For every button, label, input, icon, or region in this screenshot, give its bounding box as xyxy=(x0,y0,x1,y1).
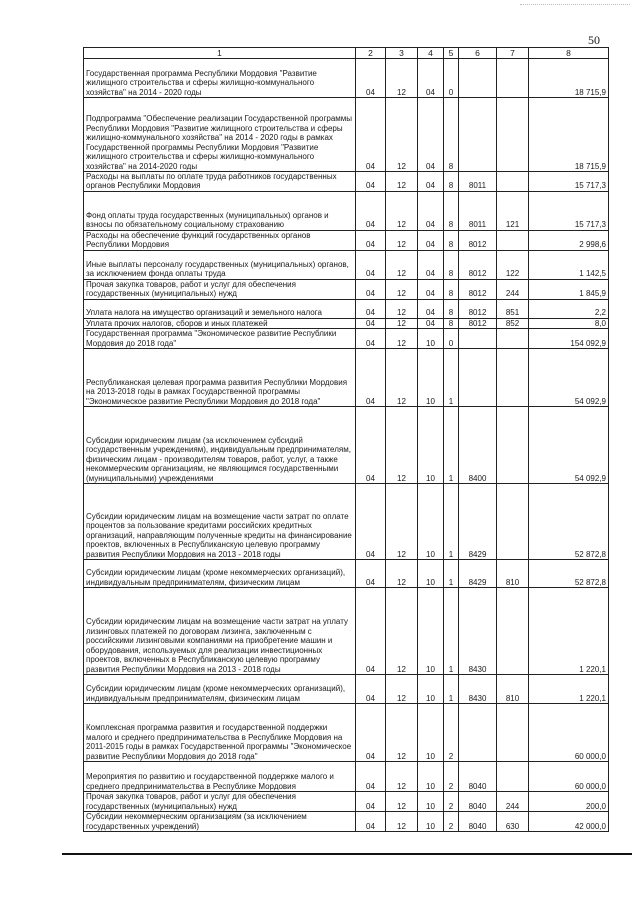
row-name-cell: Подпрограмма "Обеспечение реализации Государственной программы Республики Мордовия "Развитие жилищного строительства и сферы жилищно-коммунального хозяйства" на 2014 - 2020 годы в рамках Государственной программы Республики Мордовия "Развитие жилищного строительства и сферы жилищно-коммунального хозяйства" на 2014-2020 годы xyxy=(84,98,356,172)
subsection-code-cell: 12 xyxy=(386,762,418,792)
subsection-code-cell: 12 xyxy=(386,560,418,588)
expense-type-cell xyxy=(497,762,529,792)
table-row xyxy=(84,349,609,407)
item-code-cell: 8040 xyxy=(459,762,497,792)
table-row xyxy=(84,250,609,279)
section-code-cell: 04 xyxy=(356,588,386,675)
program-code-cell: 04 xyxy=(418,250,444,279)
item-code-cell xyxy=(459,349,497,407)
program-code-cell: 10 xyxy=(418,792,444,812)
amount-cell: 200,0 xyxy=(529,792,609,812)
subprogram-code-cell: 1 xyxy=(444,588,459,675)
row-name-cell: Расходы на обеспечение функций государственных органов Республики Мордовия xyxy=(84,230,356,250)
amount-cell: 1 220,1 xyxy=(529,588,609,675)
subprogram-code-cell: 2 xyxy=(444,792,459,812)
program-code-cell: 10 xyxy=(418,675,444,704)
section-code-cell: 04 xyxy=(356,59,386,98)
section-code-cell: 04 xyxy=(356,279,386,299)
subsection-code-cell: 12 xyxy=(386,349,418,407)
subsection-code-cell: 12 xyxy=(386,704,418,762)
subsection-code-cell: 12 xyxy=(386,250,418,279)
section-code-cell: 04 xyxy=(356,407,386,484)
column-header: 7 xyxy=(497,48,529,59)
section-code-cell: 04 xyxy=(356,704,386,762)
subprogram-code-cell: 2 xyxy=(444,704,459,762)
table-row xyxy=(84,59,609,98)
row-name-cell: Субсидии юридическим лицам (за исключением субсидий государственным учреждениям), индивидуальным предпринимателям, физическим лицам - производителям товаров, работ, услуг, а также некоммерческим организациям, не являющимся государственными (муниципальными) учреждениями xyxy=(84,407,356,484)
amount-cell: 2,2 xyxy=(529,299,609,318)
expense-type-cell xyxy=(497,484,529,560)
subsection-code-cell: 12 xyxy=(386,230,418,250)
expense-type-cell: 121 xyxy=(497,191,529,230)
row-name-cell: Государственная программа "Экономическое развитие Республики Мордовия до 2018 года" xyxy=(84,329,356,349)
subprogram-code-cell: 8 xyxy=(444,191,459,230)
amount-cell: 42 000,0 xyxy=(529,811,609,831)
row-name-cell: Субсидии юридическим лицам на возмещение части затрат по оплате процентов за пользование кредитами российских кредитных организаций, направляющим полученные кредиты на финансирование проектов, включенных в Республиканскую целевую программу развития Республики Мордовия на 2013 - 2018 годы xyxy=(84,484,356,560)
row-name-cell: Комплексная программа развития и государственной поддержки малого и среднего предпринимательства в Республике Мордовия на 2011-2015 годы в рамках Государственной программы "Экономическое развитие Республики Мордовия до 2018 года" xyxy=(84,704,356,762)
table-row xyxy=(84,762,609,792)
row-name-cell: Прочая закупка товаров, работ и услуг для обеспечения государственных (муниципальных) нужд xyxy=(84,792,356,812)
program-code-cell: 04 xyxy=(418,172,444,192)
program-code-cell: 04 xyxy=(418,59,444,98)
expense-type-cell: 851 xyxy=(497,299,529,318)
column-header: 4 xyxy=(418,48,444,59)
subprogram-code-cell: 1 xyxy=(444,675,459,704)
row-name-cell: Уплата прочих налогов, сборов и иных платежей xyxy=(84,318,356,328)
subprogram-code-cell: 8 xyxy=(444,98,459,172)
table-row xyxy=(84,484,609,560)
program-code-cell: 10 xyxy=(418,329,444,349)
amount-cell: 60 000,0 xyxy=(529,762,609,792)
expense-type-cell: 810 xyxy=(497,560,529,588)
subprogram-code-cell: 1 xyxy=(444,560,459,588)
item-code-cell: 8012 xyxy=(459,318,497,328)
amount-cell: 18 715,9 xyxy=(529,59,609,98)
section-code-cell: 04 xyxy=(356,560,386,588)
program-code-cell: 10 xyxy=(418,560,444,588)
subsection-code-cell: 12 xyxy=(386,588,418,675)
row-name-cell: Субсидии юридическим лицам (кроме некоммерческих организаций), индивидуальным предпринимателям, физическим лицам xyxy=(84,560,356,588)
subprogram-code-cell: 8 xyxy=(444,279,459,299)
table-row xyxy=(84,299,609,318)
table-row xyxy=(84,279,609,299)
program-code-cell: 10 xyxy=(418,811,444,831)
item-code-cell: 8012 xyxy=(459,279,497,299)
row-name-cell: Расходы на выплаты по оплате труда работников государственных органов Республики Мордовия xyxy=(84,172,356,192)
expense-type-cell xyxy=(497,704,529,762)
subprogram-code-cell: 8 xyxy=(444,230,459,250)
table-header-row xyxy=(84,48,609,59)
item-code-cell: 8011 xyxy=(459,191,497,230)
subprogram-code-cell: 8 xyxy=(444,318,459,328)
table-row xyxy=(84,191,609,230)
section-code-cell: 04 xyxy=(356,318,386,328)
table-row xyxy=(84,318,609,328)
section-code-cell: 04 xyxy=(356,250,386,279)
item-code-cell xyxy=(459,704,497,762)
subsection-code-cell: 12 xyxy=(386,484,418,560)
row-name-cell: Республиканская целевая программа развития Республики Мордовия на 2013-2018 годы в рамках Государственной программы "Экономическое развитие Республики Мордовия до 2018 года" xyxy=(84,349,356,407)
section-code-cell: 04 xyxy=(356,762,386,792)
column-header: 3 xyxy=(386,48,418,59)
expense-type-cell xyxy=(497,98,529,172)
subsection-code-cell: 12 xyxy=(386,407,418,484)
subsection-code-cell: 12 xyxy=(386,299,418,318)
amount-cell: 18 715,9 xyxy=(529,98,609,172)
item-code-cell xyxy=(459,59,497,98)
amount-cell: 60 000,0 xyxy=(529,704,609,762)
table-row xyxy=(84,811,609,831)
program-code-cell: 10 xyxy=(418,349,444,407)
program-code-cell: 10 xyxy=(418,704,444,762)
subprogram-code-cell: 1 xyxy=(444,407,459,484)
program-code-cell: 10 xyxy=(418,407,444,484)
amount-cell: 54 092,9 xyxy=(529,349,609,407)
row-name-cell: Государственная программа Республики Мордовия "Развитие жилищного строительства и сферы жилищно-коммунального хозяйства" на 2014 - 2020 годы xyxy=(84,59,356,98)
section-code-cell: 04 xyxy=(356,792,386,812)
column-header: 6 xyxy=(459,48,497,59)
table-row xyxy=(84,588,609,675)
program-code-cell: 10 xyxy=(418,588,444,675)
section-code-cell: 04 xyxy=(356,98,386,172)
column-header: 1 xyxy=(84,48,356,59)
amount-cell: 52 872,8 xyxy=(529,560,609,588)
expense-type-cell xyxy=(497,588,529,675)
amount-cell: 1 142,5 xyxy=(529,250,609,279)
expense-type-cell xyxy=(497,329,529,349)
item-code-cell: 8400 xyxy=(459,407,497,484)
column-header: 2 xyxy=(356,48,386,59)
row-name-cell: Субсидии юридическим лицам (кроме некоммерческих организаций), индивидуальным предпринимателям, физическим лицам xyxy=(84,675,356,704)
subsection-code-cell: 12 xyxy=(386,279,418,299)
item-code-cell: 8429 xyxy=(459,484,497,560)
expense-type-cell: 122 xyxy=(497,250,529,279)
expense-type-cell: 810 xyxy=(497,675,529,704)
row-name-cell: Прочая закупка товаров, работ и услуг для обеспечения государственных (муниципальных) нужд xyxy=(84,279,356,299)
subprogram-code-cell: 2 xyxy=(444,762,459,792)
row-name-cell: Иные выплаты персоналу государственных (муниципальных) органов, за исключением фонда оплаты труда xyxy=(84,250,356,279)
subsection-code-cell: 12 xyxy=(386,318,418,328)
program-code-cell: 04 xyxy=(418,299,444,318)
expense-type-cell xyxy=(497,59,529,98)
section-code-cell: 04 xyxy=(356,675,386,704)
row-name-cell: Уплата налога на имущество организаций и земельного налога xyxy=(84,299,356,318)
subsection-code-cell: 12 xyxy=(386,191,418,230)
item-code-cell: 8040 xyxy=(459,811,497,831)
expense-type-cell xyxy=(497,349,529,407)
row-name-cell: Мероприятия по развитию и государственной поддержке малого и среднего предпринимательства в Республике Мордовия xyxy=(84,762,356,792)
subprogram-code-cell: 1 xyxy=(444,484,459,560)
subprogram-code-cell: 8 xyxy=(444,299,459,318)
subprogram-code-cell: 0 xyxy=(444,329,459,349)
expense-type-cell: 244 xyxy=(497,792,529,812)
item-code-cell: 8011 xyxy=(459,172,497,192)
amount-cell: 15 717,3 xyxy=(529,191,609,230)
subprogram-code-cell: 8 xyxy=(444,172,459,192)
row-name-cell: Субсидии юридическим лицам на возмещение части затрат на уплату лизинговых платежей по договорам лизинга, заключенным с российскими лизинговыми компаниями на приобретение машин и оборудования, используемых для реализации инвестиционных проектов, включенных в Республиканскую целевую программу развития Республики Мордовия на 2013 - 2018 годы xyxy=(84,588,356,675)
section-code-cell: 04 xyxy=(356,299,386,318)
subprogram-code-cell: 0 xyxy=(444,59,459,98)
section-code-cell: 04 xyxy=(356,349,386,407)
scan-artifact xyxy=(520,4,630,6)
program-code-cell: 10 xyxy=(418,484,444,560)
expense-type-cell: 852 xyxy=(497,318,529,328)
section-code-cell: 04 xyxy=(356,172,386,192)
table-row xyxy=(84,230,609,250)
program-code-cell: 04 xyxy=(418,279,444,299)
program-code-cell: 10 xyxy=(418,762,444,792)
amount-cell: 52 872,8 xyxy=(529,484,609,560)
subsection-code-cell: 12 xyxy=(386,329,418,349)
amount-cell: 15 717,3 xyxy=(529,172,609,192)
page-number: 50 xyxy=(588,33,600,47)
item-code-cell xyxy=(459,98,497,172)
item-code-cell: 8430 xyxy=(459,675,497,704)
item-code-cell: 8040 xyxy=(459,792,497,812)
amount-cell: 154 092,9 xyxy=(529,329,609,349)
item-code-cell xyxy=(459,329,497,349)
subsection-code-cell: 12 xyxy=(386,675,418,704)
expense-type-cell: 244 xyxy=(497,279,529,299)
subsection-code-cell: 12 xyxy=(386,98,418,172)
subsection-code-cell: 12 xyxy=(386,792,418,812)
column-header: 5 xyxy=(444,48,459,59)
amount-cell: 8,0 xyxy=(529,318,609,328)
expense-type-cell xyxy=(497,172,529,192)
divider xyxy=(62,853,632,855)
subsection-code-cell: 12 xyxy=(386,811,418,831)
section-code-cell: 04 xyxy=(356,484,386,560)
item-code-cell: 8429 xyxy=(459,560,497,588)
column-header: 8 xyxy=(529,48,609,59)
table-row xyxy=(84,704,609,762)
item-code-cell: 8430 xyxy=(459,588,497,675)
amount-cell: 1 845,9 xyxy=(529,279,609,299)
table-row xyxy=(84,792,609,812)
amount-cell: 1 220,1 xyxy=(529,675,609,704)
program-code-cell: 04 xyxy=(418,230,444,250)
section-code-cell: 04 xyxy=(356,230,386,250)
table-row xyxy=(84,560,609,588)
row-name-cell: Фонд оплаты труда государственных (муниципальных) органов и взносы по обязательному социальному страхованию xyxy=(84,191,356,230)
subprogram-code-cell: 2 xyxy=(444,811,459,831)
subprogram-code-cell: 8 xyxy=(444,250,459,279)
item-code-cell: 8012 xyxy=(459,250,497,279)
expense-type-cell xyxy=(497,230,529,250)
table-row xyxy=(84,407,609,484)
item-code-cell: 8012 xyxy=(459,299,497,318)
expense-type-cell xyxy=(497,407,529,484)
table-row xyxy=(84,329,609,349)
section-code-cell: 04 xyxy=(356,811,386,831)
program-code-cell: 04 xyxy=(418,318,444,328)
amount-cell: 54 092,9 xyxy=(529,407,609,484)
section-code-cell: 04 xyxy=(356,329,386,349)
item-code-cell: 8012 xyxy=(459,230,497,250)
budget-table xyxy=(83,47,609,832)
table-row xyxy=(84,98,609,172)
amount-cell: 2 998,6 xyxy=(529,230,609,250)
program-code-cell: 04 xyxy=(418,191,444,230)
subsection-code-cell: 12 xyxy=(386,172,418,192)
table-row xyxy=(84,172,609,192)
subprogram-code-cell: 1 xyxy=(444,349,459,407)
row-name-cell: Субсидии некоммерческим организациям (за исключением государственных учреждений) xyxy=(84,811,356,831)
program-code-cell: 04 xyxy=(418,98,444,172)
expense-type-cell: 630 xyxy=(497,811,529,831)
subsection-code-cell: 12 xyxy=(386,59,418,98)
table-row xyxy=(84,675,609,704)
section-code-cell: 04 xyxy=(356,191,386,230)
